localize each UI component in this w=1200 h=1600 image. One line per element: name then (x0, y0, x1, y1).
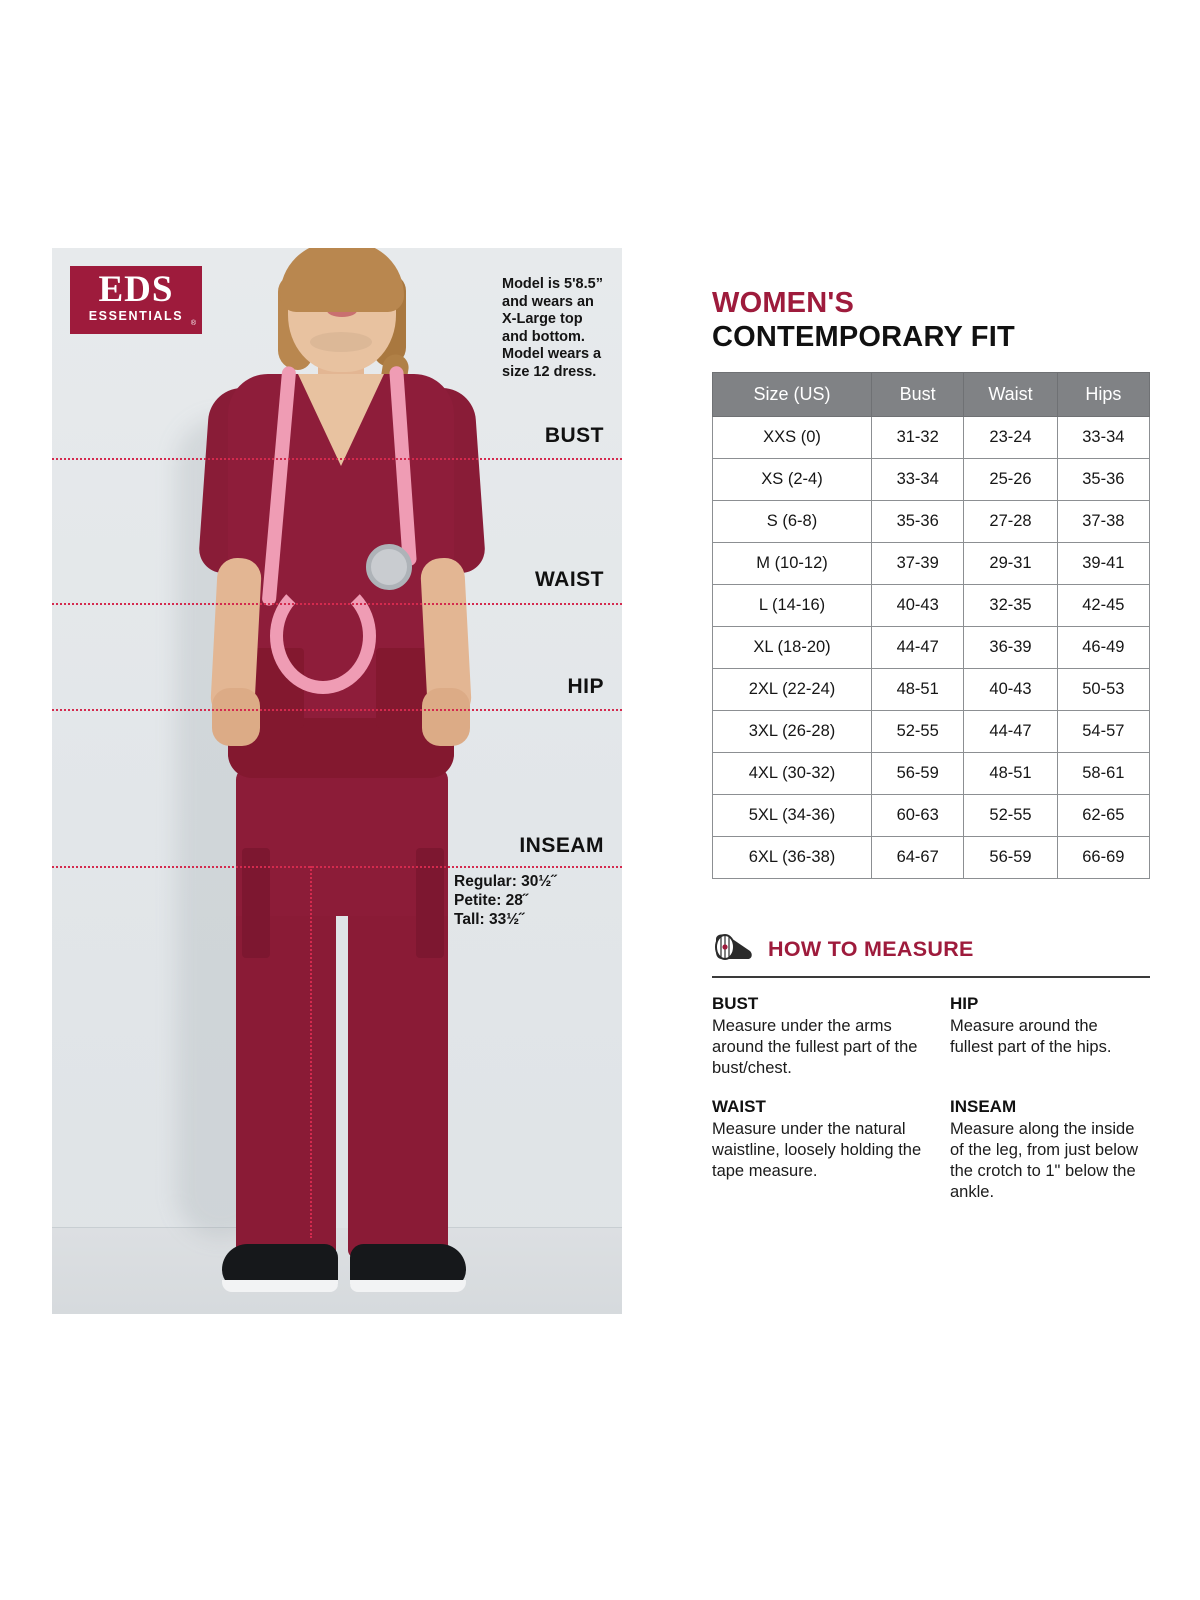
table-row (713, 501, 1150, 543)
registered-mark: ® (190, 320, 196, 327)
model-photo-panel (52, 248, 622, 1314)
cell-hips: 46-49 (1057, 627, 1149, 669)
inseam-option-regular: Regular: 30½˝ (454, 873, 557, 890)
model-note: Model is 5'8.5” and wears an X-Large top and bottom. Model wears a size 12 dress. (502, 276, 603, 380)
cell-bust: 31-32 (872, 417, 964, 459)
column-header-bust: Bust (872, 373, 964, 417)
cell-hips: 50-53 (1057, 669, 1149, 711)
cell-waist: 52-55 (964, 795, 1057, 837)
how-to-desc: Measure along the inside of the leg, from just below the crotch to 1" below the ankle. (950, 1120, 1139, 1201)
cell-size: XL (18-20) (713, 627, 872, 669)
bust-marker-line (52, 458, 622, 460)
table-row (713, 585, 1150, 627)
model-illustration (170, 248, 510, 1268)
cell-hips: 54-57 (1057, 711, 1149, 753)
waist-marker-label: WAIST (535, 568, 604, 591)
cell-size: 3XL (26-28) (713, 711, 872, 753)
section-divider (712, 976, 1150, 978)
how-to-measure-title: HOW TO MEASURE (768, 937, 974, 961)
table-row (713, 417, 1150, 459)
how-to-item-inseam (950, 1097, 1150, 1203)
table-row (713, 795, 1150, 837)
cell-size: XXS (0) (713, 417, 872, 459)
how-to-term: WAIST (712, 1097, 766, 1116)
inseam-marker-line (52, 866, 622, 868)
cell-bust: 48-51 (872, 669, 964, 711)
cell-size: 6XL (36-38) (713, 837, 872, 879)
column-header-size: Size (US) (713, 373, 872, 417)
cell-bust: 40-43 (872, 585, 964, 627)
table-row (713, 543, 1150, 585)
stethoscope-loop (270, 578, 376, 694)
size-chart-table (712, 372, 1150, 879)
hip-marker-line (52, 709, 622, 711)
cell-hips: 39-41 (1057, 543, 1149, 585)
cell-waist: 40-43 (964, 669, 1057, 711)
shoe-sole-right (350, 1280, 466, 1292)
how-to-desc: Measure around the fullest part of the hips. (950, 1017, 1112, 1056)
cell-waist: 56-59 (964, 837, 1057, 879)
cell-hips: 33-34 (1057, 417, 1149, 459)
size-chart-panel (712, 286, 1150, 1203)
cell-size: XS (2-4) (713, 459, 872, 501)
cargo-pocket-right (416, 848, 444, 958)
how-to-item-bust (712, 994, 950, 1079)
how-to-item-waist (712, 1097, 950, 1203)
cargo-pocket-left (242, 848, 270, 958)
cell-waist: 44-47 (964, 711, 1057, 753)
cell-size: 5XL (34-36) (713, 795, 872, 837)
cell-hips: 62-65 (1057, 795, 1149, 837)
cell-hips: 42-45 (1057, 585, 1149, 627)
cell-hips: 66-69 (1057, 837, 1149, 879)
column-header-hips: Hips (1057, 373, 1149, 417)
hair-top (280, 248, 404, 312)
cell-hips: 35-36 (1057, 459, 1149, 501)
inseam-vertical-line (310, 866, 312, 1238)
cell-bust: 33-34 (872, 459, 964, 501)
cell-hips: 37-38 (1057, 501, 1149, 543)
table-row (713, 669, 1150, 711)
tape-measure-icon (712, 933, 756, 966)
table-row (713, 837, 1150, 879)
table-row (713, 459, 1150, 501)
cell-size: M (10-12) (713, 543, 872, 585)
table-row (713, 711, 1150, 753)
chart-title-womens: WOMEN'S (712, 287, 855, 319)
inseam-options (454, 872, 604, 929)
cell-bust: 60-63 (872, 795, 964, 837)
chart-title-fit: CONTEMPORARY FIT (712, 321, 1015, 353)
brand-subtitle: ESSENTIALS (88, 309, 184, 323)
bust-marker-label: BUST (544, 424, 604, 447)
how-to-measure-header (712, 933, 1150, 966)
how-to-measure-list (712, 994, 1150, 1203)
waist-marker-line (52, 603, 622, 605)
cell-waist: 36-39 (964, 627, 1057, 669)
hip-marker-label: HIP (567, 675, 604, 698)
cell-waist: 32-35 (964, 585, 1057, 627)
how-to-desc: Measure under the arms around the fullest part of the bust/chest. (712, 1017, 918, 1077)
cell-size: S (6-8) (713, 501, 872, 543)
chin-shadow (310, 332, 372, 352)
how-to-desc: Measure under the natural waistline, loosely holding the tape measure. (712, 1120, 922, 1180)
hand-left (212, 688, 260, 746)
cell-waist: 25-26 (964, 459, 1057, 501)
table-header-row (713, 373, 1150, 417)
cell-bust: 52-55 (872, 711, 964, 753)
cell-bust: 35-36 (872, 501, 964, 543)
cell-waist: 23-24 (964, 417, 1057, 459)
cell-waist: 48-51 (964, 753, 1057, 795)
inseam-option-tall: Tall: 33½˝ (454, 911, 525, 928)
table-row (713, 627, 1150, 669)
stethoscope-chestpiece-icon (366, 544, 412, 590)
inseam-marker-label: INSEAM (519, 834, 604, 857)
how-to-term: INSEAM (950, 1097, 1017, 1116)
how-to-term: HIP (950, 994, 979, 1013)
how-to-term: BUST (712, 994, 759, 1013)
cell-bust: 64-67 (872, 837, 964, 879)
pant-leg-gap (336, 888, 348, 1228)
cell-waist: 27-28 (964, 501, 1057, 543)
shoe-sole-left (222, 1280, 338, 1292)
cell-size: L (14-16) (713, 585, 872, 627)
cell-size: 4XL (30-32) (713, 753, 872, 795)
inseam-option-petite: Petite: 28˝ (454, 892, 529, 909)
cell-hips: 58-61 (1057, 753, 1149, 795)
how-to-item-hip (950, 994, 1150, 1079)
brand-name: EDS (98, 269, 174, 310)
table-row (713, 753, 1150, 795)
cell-bust: 56-59 (872, 753, 964, 795)
cell-size: 2XL (22-24) (713, 669, 872, 711)
brand-logo (70, 266, 202, 334)
how-to-measure-section (712, 933, 1150, 1203)
cell-bust: 37-39 (872, 543, 964, 585)
cell-bust: 44-47 (872, 627, 964, 669)
hand-right (422, 688, 470, 746)
cell-waist: 29-31 (964, 543, 1057, 585)
column-header-waist: Waist (964, 373, 1057, 417)
